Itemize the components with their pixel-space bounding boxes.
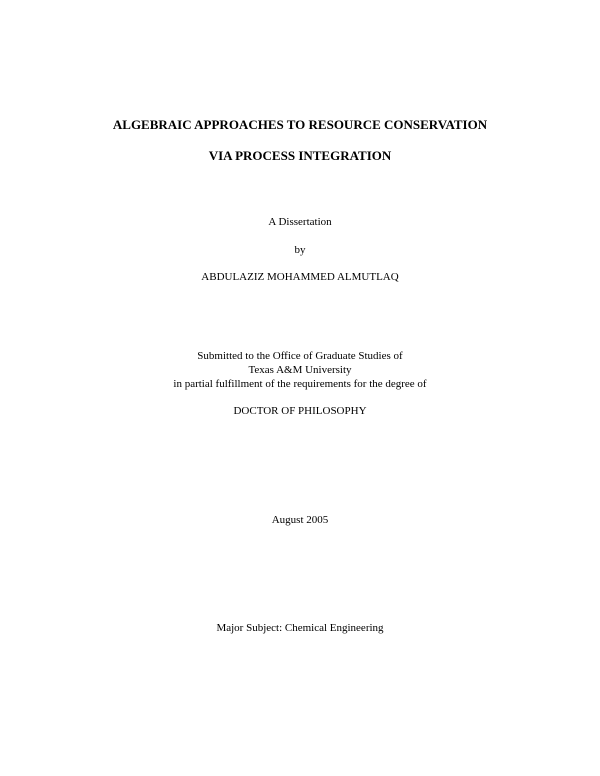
- dissertation-title-line-2: VIA PROCESS INTEGRATION: [208, 148, 392, 163]
- submission-date: August 2005: [271, 514, 329, 526]
- submission-line-2: Texas A&M University: [248, 364, 352, 376]
- major-subject: Major Subject: Chemical Engineering: [216, 622, 384, 634]
- submission-line-3: in partial fulfillment of the requirements for the degree of: [173, 378, 427, 390]
- author-name: ABDULAZIZ MOHAMMED ALMUTLAQ: [201, 271, 399, 283]
- document-type: A Dissertation: [268, 216, 332, 228]
- submission-line-1: Submitted to the Office of Graduate Studies of: [197, 350, 403, 362]
- dissertation-title-line-1: ALGEBRAIC APPROACHES TO RESOURCE CONSERVATION: [112, 117, 488, 132]
- degree-name: DOCTOR OF PHILOSOPHY: [233, 405, 367, 417]
- by-label: by: [294, 244, 306, 256]
